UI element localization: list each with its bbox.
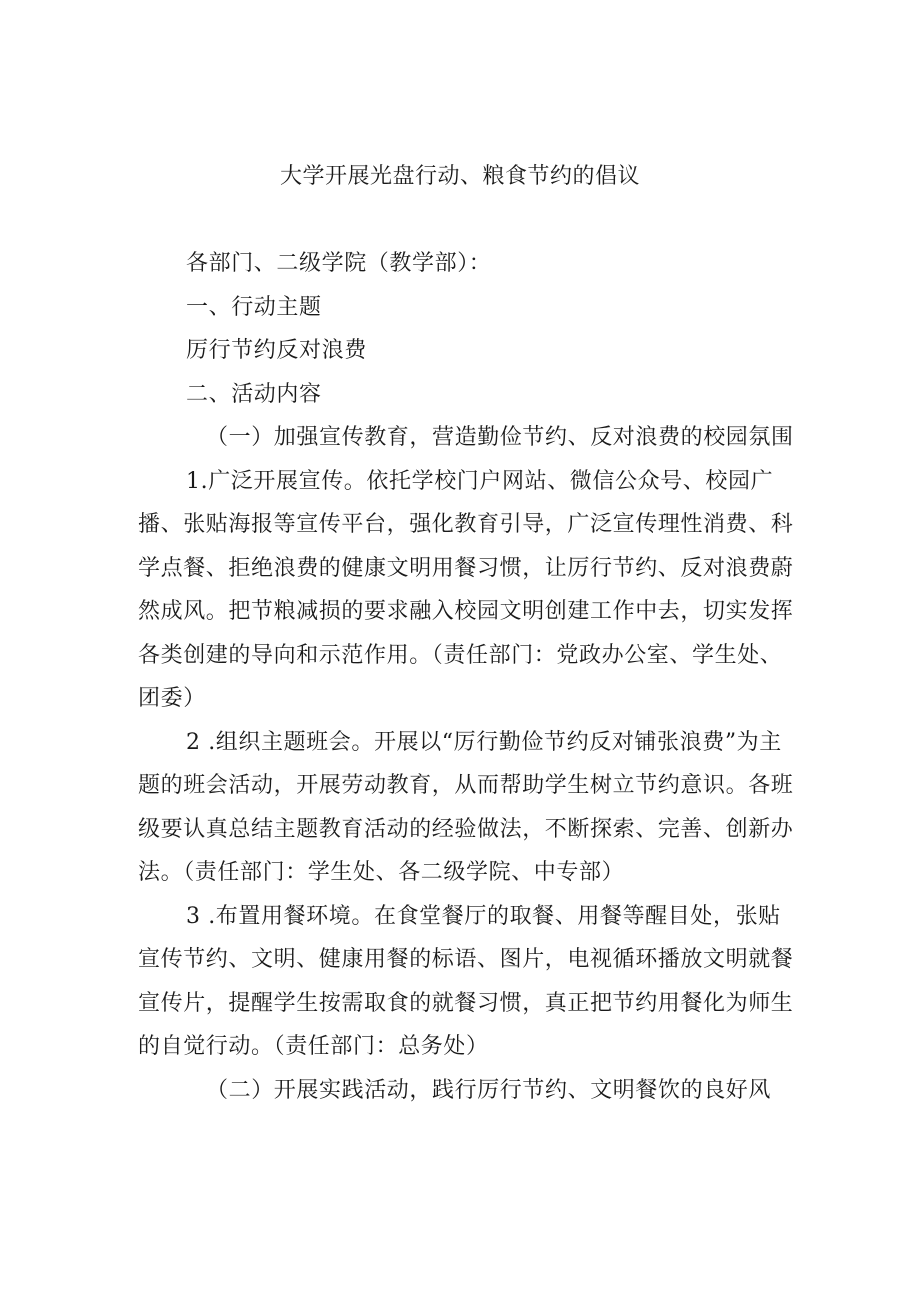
action-theme: 厉行节约反对浪费 [186,338,367,363]
section-heading-1: 一、行动主题 [186,294,322,320]
paragraph-item-2: 2 .组织主题班会。开展以“厉行勤俭节约反对铺张浪费”为主题的班会活动，开展劳动教育，从而帮助学生树立节约意识。各班级要认真总结主题教育活动的经验做法，不断探索、完善、创新办法。（责任部门：学生处、各二级学院、中专部） [138,729,794,885]
salutation: 各部门、二级学院（教学部）： [186,251,492,276]
document-title: 大学开展光盘行动、粮食节约的倡议 [279,164,640,189]
paragraph-item-1: 1.广泛开展宣传。依托学校门户网站、微信公众号、校园广播、张贴海报等宣传平台，强化教育引导，广泛宣传理性消费、科学点餐、拒绝浪费的健康文明用餐习惯，让厉行节约、反对浪费蔚然成风。把节粮减损的要求融入校园文明创建工作中去，切实发挥各类创建的导向和示范作用。（责任部门：党政办公室、学生处、团委） [138,468,794,711]
subsection-heading-2: （二）开展实践活动，践行厉行节约、文明餐饮的良好风 [206,1077,772,1103]
paragraph-item-3: 3 .布置用餐环境。在食堂餐厅的取餐、用餐等醒目处，张贴宣传节约、文明、健康用餐的标语、图片，电视循环播放文明就餐宣传片，提醒学生按需取食的就餐习惯，真正把节约用餐化为师生的自觉行动。（责任部门：总务处） [138,903,794,1059]
section-heading-2: 二、活动内容 [186,381,322,407]
document-body [138,242,798,1112]
subsection-heading-1: （一）加强宣传教育，营造勤俭节约、反对浪费的校园氛围 [206,425,794,450]
